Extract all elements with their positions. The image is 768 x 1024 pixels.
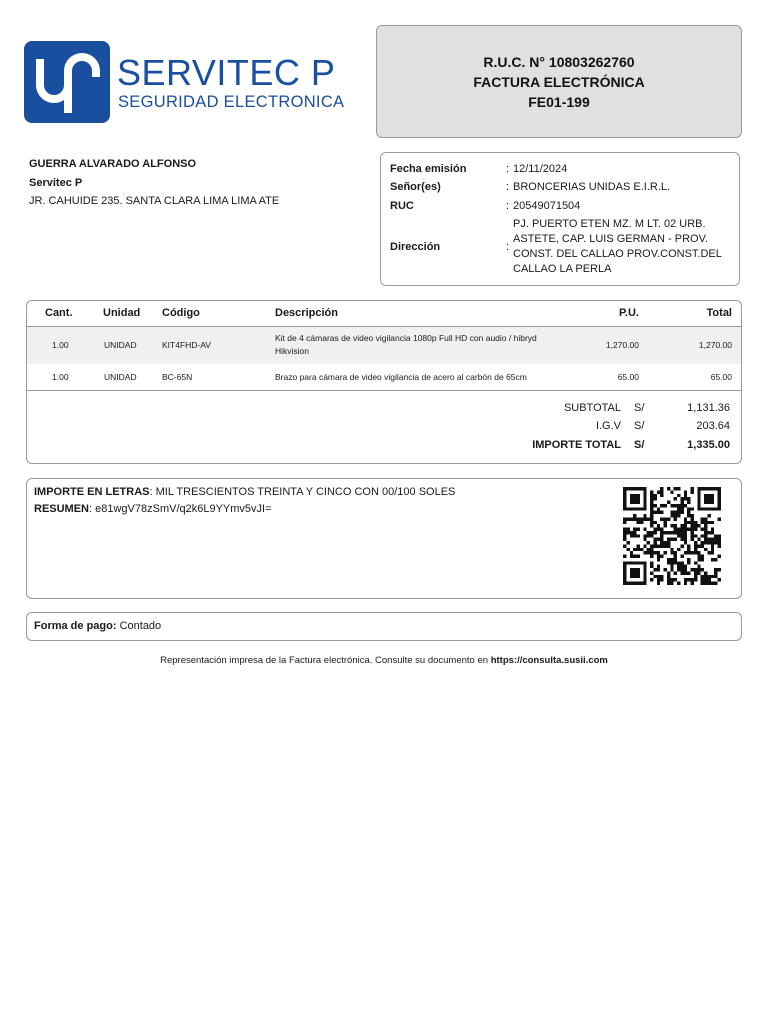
payment-method-label: Forma de pago: <box>34 620 117 632</box>
row-unit: UNIDAD <box>104 372 137 382</box>
issue-date-label: Fecha emisión <box>390 163 467 175</box>
amount-in-words-value: : MIL TRESCIENTOS TREINTA Y CINCO CON 00/100 SOLES <box>149 486 456 498</box>
table-row <box>27 364 741 390</box>
row-description: Brazo para cámara de video vigilancia de acero al carbón de 65cm <box>275 372 527 382</box>
row-qty: 1.00 <box>52 340 69 350</box>
invoice-number: FE01-199 <box>528 93 590 110</box>
separator: : <box>506 181 510 193</box>
logo-subtitle: SEGURIDAD ELECTRONICA <box>118 93 345 111</box>
row-unit-price: 1,270.00 <box>605 340 639 350</box>
subtotal-value: 1,131.36 <box>687 402 730 414</box>
igv-value: 203.64 <box>696 420 730 432</box>
payment-method-value: Contado <box>119 620 162 632</box>
invoice-header-box <box>376 25 742 138</box>
col-header-unit: Unidad <box>103 307 141 319</box>
company-logo <box>24 41 360 123</box>
col-header-total: Total <box>706 307 732 319</box>
footer-note <box>0 655 768 666</box>
client-address-label: Dirección <box>390 241 441 253</box>
separator: : <box>506 200 510 212</box>
row-total: 1,270.00 <box>698 340 732 350</box>
subtotal-currency: S/ <box>634 402 645 414</box>
amount-in-words-box <box>26 478 742 599</box>
row-unit-price: 65.00 <box>617 372 639 382</box>
col-header-code: Código <box>162 307 200 319</box>
client-ruc-label: RUC <box>390 200 414 212</box>
issuer-name: GUERRA ALVARADO ALFONSO <box>29 158 197 170</box>
servitec-up-logo-icon <box>24 41 110 123</box>
payment-method <box>34 620 161 632</box>
col-header-unit-price: P.U. <box>619 307 639 319</box>
summary-value: : e81wgV78zSmV/q2k6L9YYmv5vJI= <box>89 503 272 515</box>
footer-text: Representación impresa de la Factura electrónica. Consulte su documento en <box>160 655 491 666</box>
separator: : <box>506 241 510 253</box>
row-total: 65.00 <box>710 372 732 382</box>
invoice-type: FACTURA ELECTRÓNICA <box>473 73 645 90</box>
ruc-number: R.U.C. N° 10803262760 <box>483 53 635 70</box>
row-code: BC-65N <box>162 372 193 382</box>
items-table <box>26 300 742 464</box>
total-value: 1,335.00 <box>687 439 730 451</box>
subtotal-label: SUBTOTAL <box>563 402 621 414</box>
client-address-row <box>390 217 730 277</box>
issuer-info <box>29 155 279 211</box>
separator: : <box>506 163 510 175</box>
table-row <box>27 327 741 364</box>
summary-label: RESUMEN <box>34 503 90 515</box>
total-label: IMPORTE TOTAL <box>532 439 621 451</box>
col-header-qty: Cant. <box>45 307 73 319</box>
igv-currency: S/ <box>634 420 645 432</box>
qr-code-icon <box>620 487 724 585</box>
consult-link[interactable]: https://consulta.susii.com <box>490 655 608 666</box>
client-info-box <box>380 152 740 286</box>
client-name-label: Señor(es) <box>390 181 441 193</box>
issuer-address: JR. CAHUIDE 235. SANTA CLARA LIMA LIMA ATE <box>29 195 280 207</box>
col-header-description: Descripción <box>275 307 338 319</box>
summary-hash <box>34 503 272 515</box>
issuer-trade-name: Servitec P <box>29 176 83 189</box>
amount-in-words-label: IMPORTE EN LETRAS <box>34 486 150 498</box>
payment-method-box <box>26 612 742 641</box>
row-qty: 1.00 <box>52 372 69 382</box>
total-currency: S/ <box>634 439 645 451</box>
igv-label: I.G.V <box>595 420 621 432</box>
issue-date-value: 12/11/2024 <box>513 163 568 175</box>
row-description: Kit de 4 cámaras de video vigilancia 1080p Full HD con audio / hibryd Hikvision <box>275 333 537 356</box>
row-code: KIT4FHD-AV <box>162 340 211 350</box>
client-address-value: PJ. PUERTO ETEN MZ. M LT. 02 URB. ASTETE, CAP. LUIS GERMAN - PROV. CONST. DEL CALLAO PROV.CONST.DEL CALLAO LA PERLA <box>513 218 722 275</box>
amount-in-words <box>34 486 455 498</box>
client-name-value: BRONCERIAS UNIDAS E.I.R.L. <box>513 181 671 193</box>
logo-title: SERVITEC P <box>117 52 336 93</box>
client-ruc-value: 20549071504 <box>513 200 581 212</box>
row-unit: UNIDAD <box>104 340 137 350</box>
totals-divider <box>27 390 741 391</box>
